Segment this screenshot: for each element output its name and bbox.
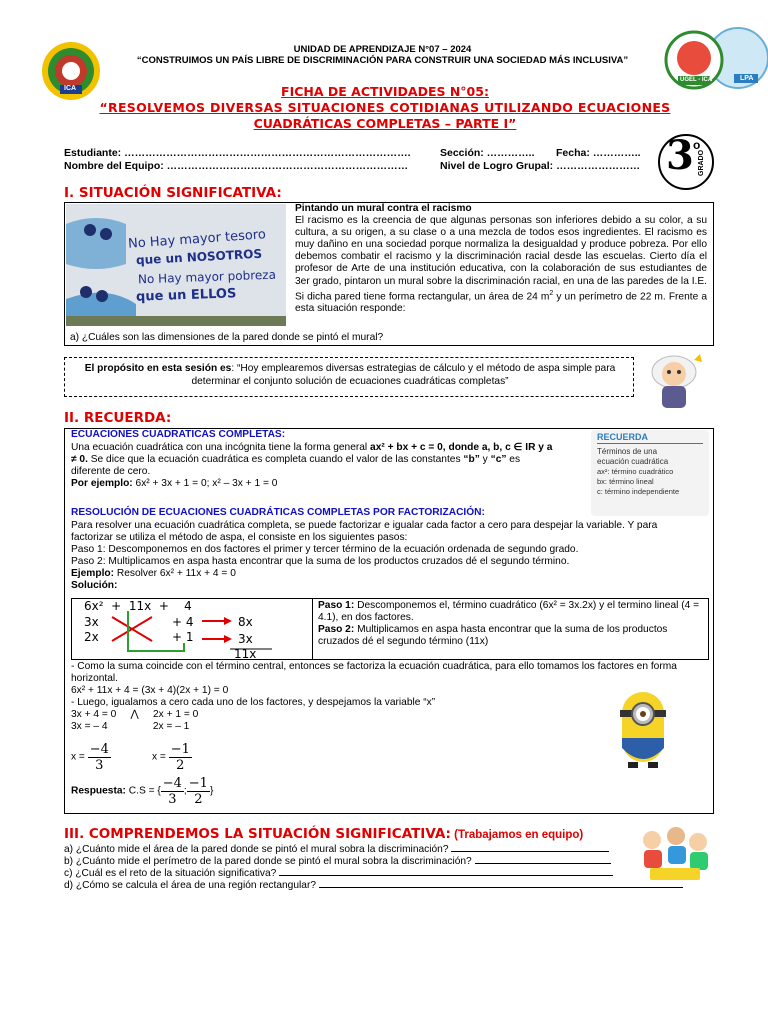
students-illustration [636, 826, 714, 884]
def-1: Una ecuación cuadrática con una incógnita tiene la forma general [71, 442, 371, 453]
x2-den: 2 [176, 758, 185, 773]
ugel-logo-text: UGEL - ICA [680, 77, 713, 83]
aspa-equation: 6x² + 11x + 4 [84, 599, 192, 613]
eq-2: 3x = – 4 2x = – 1 [71, 721, 190, 733]
answer-frac-1 [161, 776, 184, 807]
recuerda-card [591, 430, 709, 516]
recuerda-card-title: RECUERDA [597, 432, 649, 442]
worksheet-subtitle-1: “RESOLVEMOS DIVERSAS SITUACIONES COTIDIANAS UTILIZANDO ECUACIONES [99, 100, 671, 115]
answer-d-line[interactable] [319, 887, 683, 888]
solution-label: Solución: [71, 580, 118, 592]
def-2-bold: ≠ 0. [71, 454, 88, 466]
recuerda-l5: c: término independiente [597, 487, 680, 496]
recuerda-l4: bx: término lineal [597, 477, 654, 486]
unit-slogan: “CONSTRUIMOS UN PAÍS LIBRE DE DISCRIMINACIÓN PARA CONSTRUIR UNA SOCIEDAD MÁS INCLUSIVA” [136, 55, 629, 66]
aspa-plus-1: + 1 [172, 630, 194, 644]
def-2-y: y [479, 454, 491, 466]
story-end: y un perímetro de 22 m. Frente a esta situación responde: [295, 291, 707, 315]
grade-number: 3 [666, 132, 694, 179]
res-2: factorizar se utiliza el método de aspa, el consiste en los siguientes pasos: [71, 532, 408, 544]
student-field[interactable]: Estudiante: ………………………………………………………………………. [64, 147, 411, 159]
answer-b-line[interactable] [475, 863, 611, 864]
school-logo-text: ICA [64, 85, 77, 92]
ugel-logo-text-2: LPA [740, 75, 754, 82]
grade-badge [658, 134, 714, 190]
aspa-steps [318, 600, 704, 648]
section-3-note: (Trabajamos en equipo) [450, 829, 584, 841]
after-4: - Luego, igualamos a cero cada uno de los factores, y despejamos la variable “x” [71, 697, 436, 709]
section-1-heading: I. SITUACIÓN SIGNIFICATIVA: [64, 185, 282, 201]
x2-fraction [169, 742, 192, 773]
mural-image [66, 204, 286, 326]
recuerda-card-body [597, 447, 679, 497]
einstein-illustration [644, 350, 712, 412]
x2-label: x = [152, 751, 169, 763]
definition-text [71, 442, 586, 490]
eq-1: 3x + 4 = 0 ⋀ 2x + 1 = 0 [71, 709, 199, 721]
step-1: Paso 1: Descomponemos en dos factores el primer y tercer término de la ecuación ordenada de segundo grado. [71, 544, 579, 556]
x1-label: x = [71, 751, 88, 763]
section-3-title: III. COMPRENDEMOS LA SITUACIÓN SIGNIFICATIVA: [64, 826, 451, 842]
step-2: Paso 2: Multiplicamos en aspa hasta encontrar que la suma de los productos cruzados dé el segundo término. [71, 556, 570, 568]
situation-question: a) ¿Cuáles son las dimensiones de la pared donde se pintó el mural? [70, 332, 384, 343]
question-d [64, 880, 683, 892]
worksheet-title: FICHA DE ACTIVIDADES N°05: [281, 84, 489, 99]
def-2-c: “c” [490, 454, 507, 466]
x1-fraction [88, 742, 111, 773]
team-field[interactable]: Nombre del Equipo: …………………………………………………………… [64, 160, 409, 172]
aspa-2x: 2x [84, 630, 99, 644]
answer-num-2: −1 [188, 776, 208, 791]
example-2-label: Ejemplo: [71, 568, 115, 580]
question-a [64, 844, 609, 856]
answer-close: } [209, 785, 214, 797]
ugel-logo [664, 22, 768, 92]
aspa-step-1: Descomponemos el, término cuadrático (6x² = 3x.2x) y el termino lineal (4 = 4.1), en dos factores. [318, 600, 700, 624]
answer-den-2: 2 [194, 792, 203, 807]
minion-illustration [612, 688, 674, 770]
resolution-text [71, 520, 707, 593]
mural-text-1: No Hay mayor tesoro [127, 227, 267, 252]
aspa-3x-right: 3x [238, 632, 253, 646]
section-3-heading [64, 826, 583, 842]
story-title: Pintando un mural contra el racismo [295, 203, 472, 214]
recuerda-l2: ecuación cuadrática [597, 457, 669, 466]
purpose-label: El propósito en esta sesión es [84, 363, 232, 374]
aspa-step-2-label: Paso 2: [318, 624, 355, 636]
def-2: Se dice que la ecuación cuadrática es completa cuando el valor de las constantes [87, 454, 464, 466]
aspa-8x: 8x [238, 615, 253, 629]
section-field[interactable]: Sección: ………….. [440, 147, 535, 159]
worksheet-subtitle-2: CUADRÁTICAS COMPLETAS – PARTE I” [253, 116, 517, 131]
question-a-text: a) ¿Cuánto mide el área de la pared donde se pintó el mural sobra la discriminación? [64, 844, 449, 855]
mural-text-2: que un NOSOTROS [135, 246, 263, 268]
aspa-plus-4: + 4 [172, 615, 194, 629]
answer-num-1: −4 [162, 776, 182, 791]
x1-den: 3 [95, 758, 104, 773]
story-sup: 2 [549, 289, 554, 297]
def-3: diferente de cero. [71, 466, 151, 478]
recuerda-l1: Términos de una [597, 447, 658, 456]
answer-c-line[interactable] [279, 875, 613, 876]
example-text: 6x² + 3x + 1 = 0; x² – 3x + 1 = 0 [132, 478, 278, 490]
question-c [64, 868, 613, 880]
unit-header: UNIDAD DE APRENDIZAJE N°07 – 2024 [293, 44, 472, 55]
aspa-3x: 3x [84, 615, 99, 629]
aspa-11x: 11x [234, 647, 257, 661]
mural-text-4: que un ELLOS [135, 286, 237, 305]
after-2: horizontal. [71, 673, 119, 685]
after-1: - Como la suma coincide con el término central, entonces se factoriza la ecuación cuadrática, para ello tomamos los factores en forma [71, 661, 677, 672]
example-2-text: Resolver 6x² + 11x + 4 = 0 [114, 568, 236, 580]
def-2-es: es [506, 454, 521, 466]
mural-text-3: No Hay mayor pobreza [137, 267, 277, 287]
x1-num: −4 [89, 742, 109, 757]
level-field[interactable]: Nivel de Logro Grupal: …………………… [440, 160, 641, 172]
grade-sup: o [693, 138, 701, 152]
date-field[interactable]: Fecha: ………….. [556, 147, 641, 159]
answer-den-1: 3 [168, 792, 177, 807]
purpose-text-2: determinar el conjunto solución de ecuaciones cuadráticas completas” [191, 376, 509, 387]
sub-heading-1: ECUACIONES CUADRATICAS COMPLETAS: [71, 429, 286, 440]
answer-frac-2 [187, 776, 210, 807]
aspa-step-2: Multiplicamos en aspa hasta encontrar que la suma de los productos cruzados dé el segundo término (11x) [318, 624, 668, 648]
question-b [64, 856, 611, 868]
x2-num: −1 [170, 742, 190, 757]
grade-label: GRADO [698, 149, 705, 176]
after-3: 6x² + 11x + 4 = (3x + 4)(2x + 1) = 0 [71, 685, 229, 697]
answer-sep: ; [183, 785, 187, 797]
question-c-text: c) ¿Cuál es el reto de la situación significativa? [64, 868, 277, 879]
answer-cs: C.S = { [125, 785, 161, 797]
answer [71, 776, 213, 807]
def-1-bold: ax² + bx + c = 0, donde a, b, c ∈ IR y a [370, 442, 553, 453]
sub-heading-2: RESOLUCIÓN DE ECUACIONES CUADRÁTICAS COMPLETAS POR FACTORIZACIÓN: [71, 507, 485, 518]
recuerda-l3: ax²: término cuadrático [597, 467, 674, 476]
aspa-table [71, 598, 709, 660]
aspa-step-1-label: Paso 1: [318, 600, 355, 611]
answer-a-line[interactable] [451, 851, 609, 852]
section-2-heading: II. RECUERDA: [64, 410, 172, 426]
story-body: El racismo es la creencia de que algunas personas son inferiores debido a su color, a su cultura, a su origen, a su clase o a una mezcla de todos esos ingredientes. El racismo es muy dañino en una sociedad porque normaliza la desigualdad y produce pobreza. Por ello debemos combatir el racismo y la discriminación racial desde las escuelas. Cierto día el profesor de Arte de una institución educativa, con la colaboración de sus estudiantes de 3er grado, pintaron un mural sobre la discriminación racial, en una de las paredes de la I.E. Si dicha pared tiene forma rectangular, un área de 24 m [295, 215, 707, 303]
question-d-text: d) ¿Cómo se calcula el área de una región rectangular? [64, 880, 317, 891]
question-b-text: b) ¿Cuánto mide el perímetro de la pared donde se pintó el mural sobra la discriminación? [64, 856, 472, 867]
res-1: Para resolver una ecuación cuadrática completa, se puede factorizar e igualar cada factor a cero para despejar la variable. Y para [71, 520, 658, 531]
x2-solution [152, 742, 192, 773]
purpose-text [75, 362, 625, 388]
def-2-b: “b” [463, 454, 480, 466]
purpose-box [64, 357, 634, 397]
x1-solution [71, 742, 111, 773]
example-label: Por ejemplo: [71, 478, 133, 490]
answer-label: Respuesta: [71, 785, 126, 797]
story-text [295, 203, 707, 315]
purpose-text-1: : “Hoy emplearemos diversas estrategias de cálculo y el método de aspa simple para [231, 363, 616, 374]
